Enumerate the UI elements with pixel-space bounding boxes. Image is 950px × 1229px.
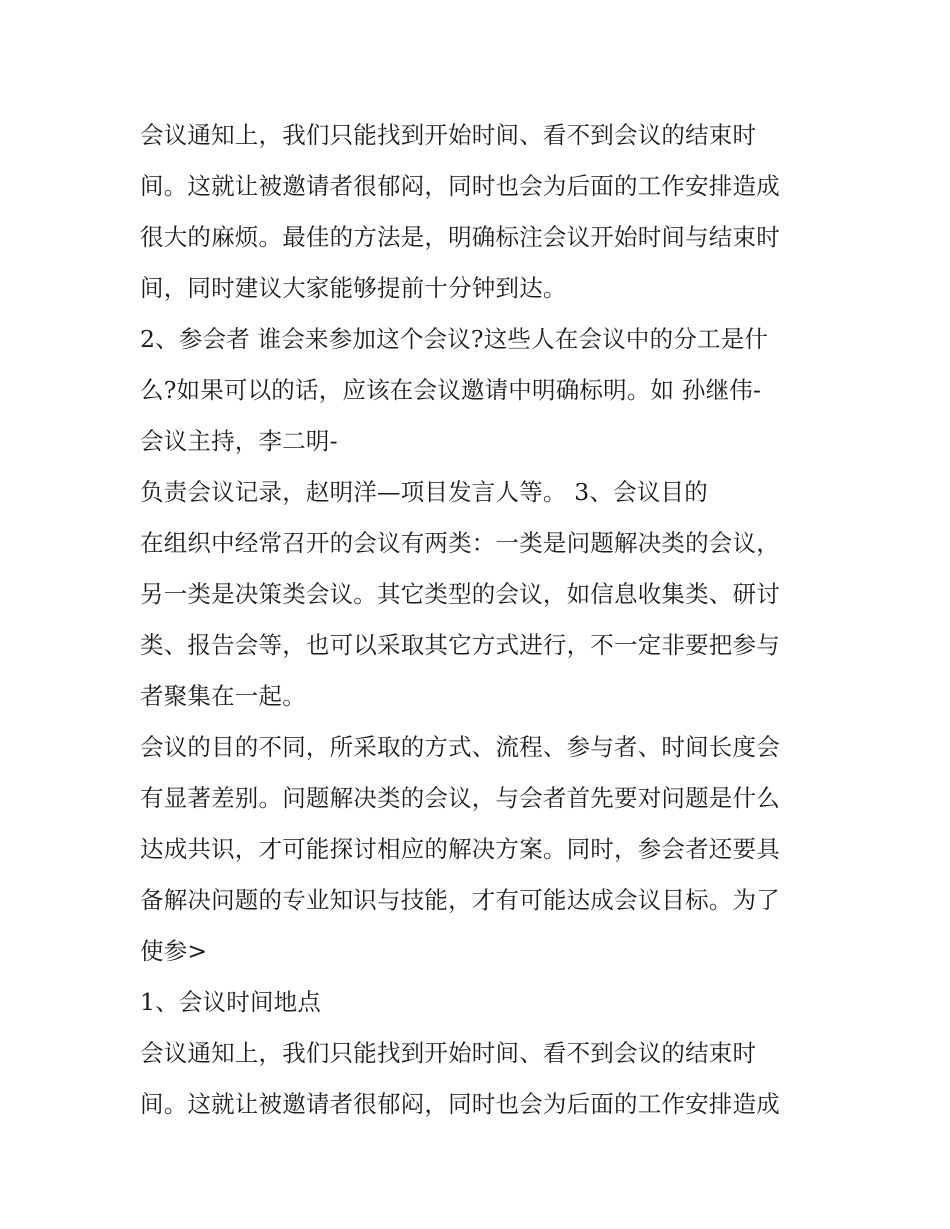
text-line: 会议的目的不同，所采取的方式、流程、参与者、时间长度会	[140, 733, 780, 761]
text-line: 间。这就让被邀请者很郁闷，同时也会为后面的工作安排造成	[140, 172, 780, 200]
text-line: 在组织中经常召开的会议有两类：一类是问题解决类的会议，	[140, 529, 780, 557]
text-line: 类、报告会等，也可以采取其它方式进行，不一定非要把参与	[140, 631, 780, 659]
text-line: 间。这就让被邀请者很郁闷，同时也会为后面的工作安排造成	[140, 1090, 780, 1118]
text-line: 么?如果可以的话，应该在会议邀请中明确标明。如 孙继伟-	[140, 376, 762, 404]
text-line: 负责会议记录，赵明洋—项目发言人等。 3、会议目的	[140, 478, 708, 506]
text-line: 2、参会者 谁会来参加这个会议?这些人在会议中的分工是什	[140, 325, 769, 353]
text-line: 者聚集在一起。	[140, 682, 306, 710]
text-line: 达成共识，才可能探讨相应的解决方案。同时，参会者还要具	[140, 835, 780, 863]
text-line: 间，同时建议大家能够提前十分钟到达。	[140, 274, 567, 302]
text-line: 有显著差别。问题解决类的会议，与会者首先要对问题是什么	[140, 784, 780, 812]
text-line: 1、会议时间地点	[140, 988, 322, 1016]
text-line: 使参>	[140, 937, 208, 965]
text-line: 会议通知上，我们只能找到开始时间、看不到会议的结束时	[140, 1039, 757, 1067]
text-line: 会议通知上，我们只能找到开始时间、看不到会议的结束时	[140, 121, 757, 149]
document-body	[140, 110, 820, 1130]
text-line: 会议主持，李二明-	[140, 427, 338, 455]
text-line: 备解决问题的专业知识与技能，才有可能达成会议目标。为了	[140, 886, 780, 914]
text-line: 另一类是决策类会议。其它类型的会议，如信息收集类、研讨	[140, 580, 780, 608]
text-line: 很大的麻烦。最佳的方法是，明确标注会议开始时间与结束时	[140, 223, 780, 251]
